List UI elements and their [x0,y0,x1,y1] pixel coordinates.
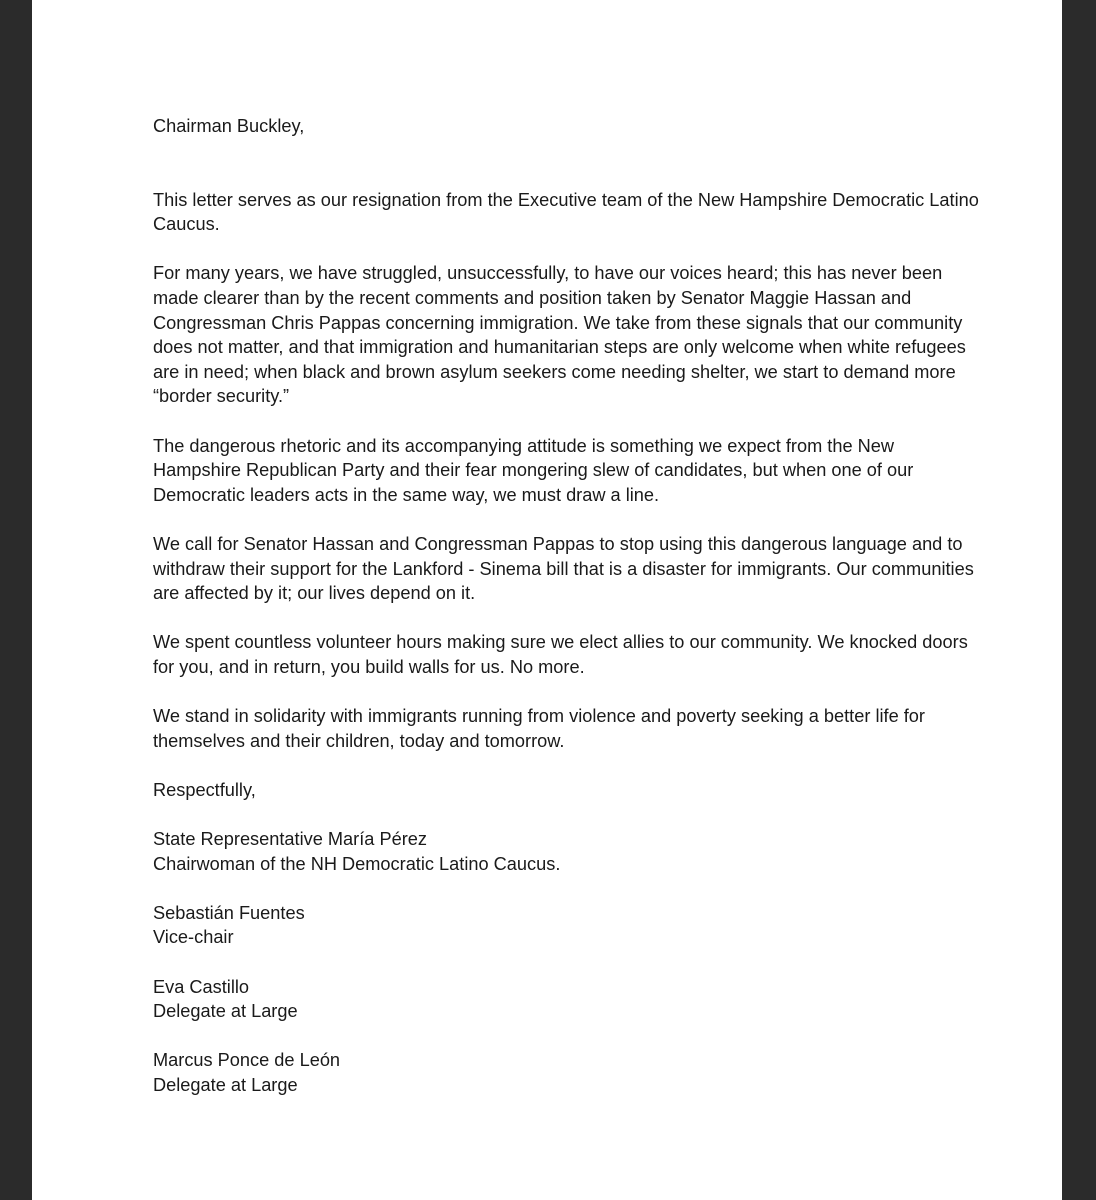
paragraph-resignation: This letter serves as our resignation from the Executive team of the New Hampshire Democratic Latino Caucus. [153,189,979,235]
signatory-title: Chairwoman of the NH Democratic Latino Caucus. [153,853,561,874]
signatory-name: Sebastián Fuentes [153,902,305,923]
paragraph-rhetoric: The dangerous rhetoric and its accompanying attitude is something we expect from the New Hampshire Republican Party and their fear mongering slew of candidates, but when one of our Democratic leaders acts in the same way, we must draw a line. [153,435,914,505]
signatory-name: Marcus Ponce de León [153,1050,341,1071]
salutation: Chairman Buckley, [153,116,305,136]
closing: Respectfully, [153,779,256,800]
signatory-name: Eva Castillo [153,976,250,997]
document-page [32,0,1062,1200]
signatory-name: State Representative María Pérez [153,829,427,850]
signatory-title: Vice-chair [153,927,234,948]
paragraph-voices: For many years, we have struggled, unsuccessfully, to have our voices heard; this has never been made clearer than by the recent comments and position taken by Senator Maggie Hassan and Congressman Chris Pappas concerning immigration. We take from these signals that our community does not matter, and that immigration and humanitarian steps are only welcome when white refugees are in need; when black and brown asylum seekers come needing shelter, we start to demand more “border security.” [153,263,966,407]
signatory [153,1048,983,1097]
paragraph-volunteer: We spent countless volunteer hours making sure we elect allies to our community. We knocked doors for you, and in return, you build walls for us. No more. [153,632,968,677]
signatory [153,901,983,950]
signatory-title: Delegate at Large [153,1001,298,1022]
signatory-title: Delegate at Large [153,1074,298,1095]
letter-body [153,114,983,1122]
paragraph-solidarity: We stand in solidarity with immigrants running from violence and poverty seeking a better life for themselves and their children, today and tomorrow. [153,706,925,751]
signatory [153,827,983,876]
signatory [153,975,983,1024]
paragraph-call-to-action: We call for Senator Hassan and Congressman Pappas to stop using this dangerous language and to withdraw their support for the Lankford - Sinema bill that is a disaster for immigrants. Our communities are affected by it; our lives depend on it. [153,533,974,604]
